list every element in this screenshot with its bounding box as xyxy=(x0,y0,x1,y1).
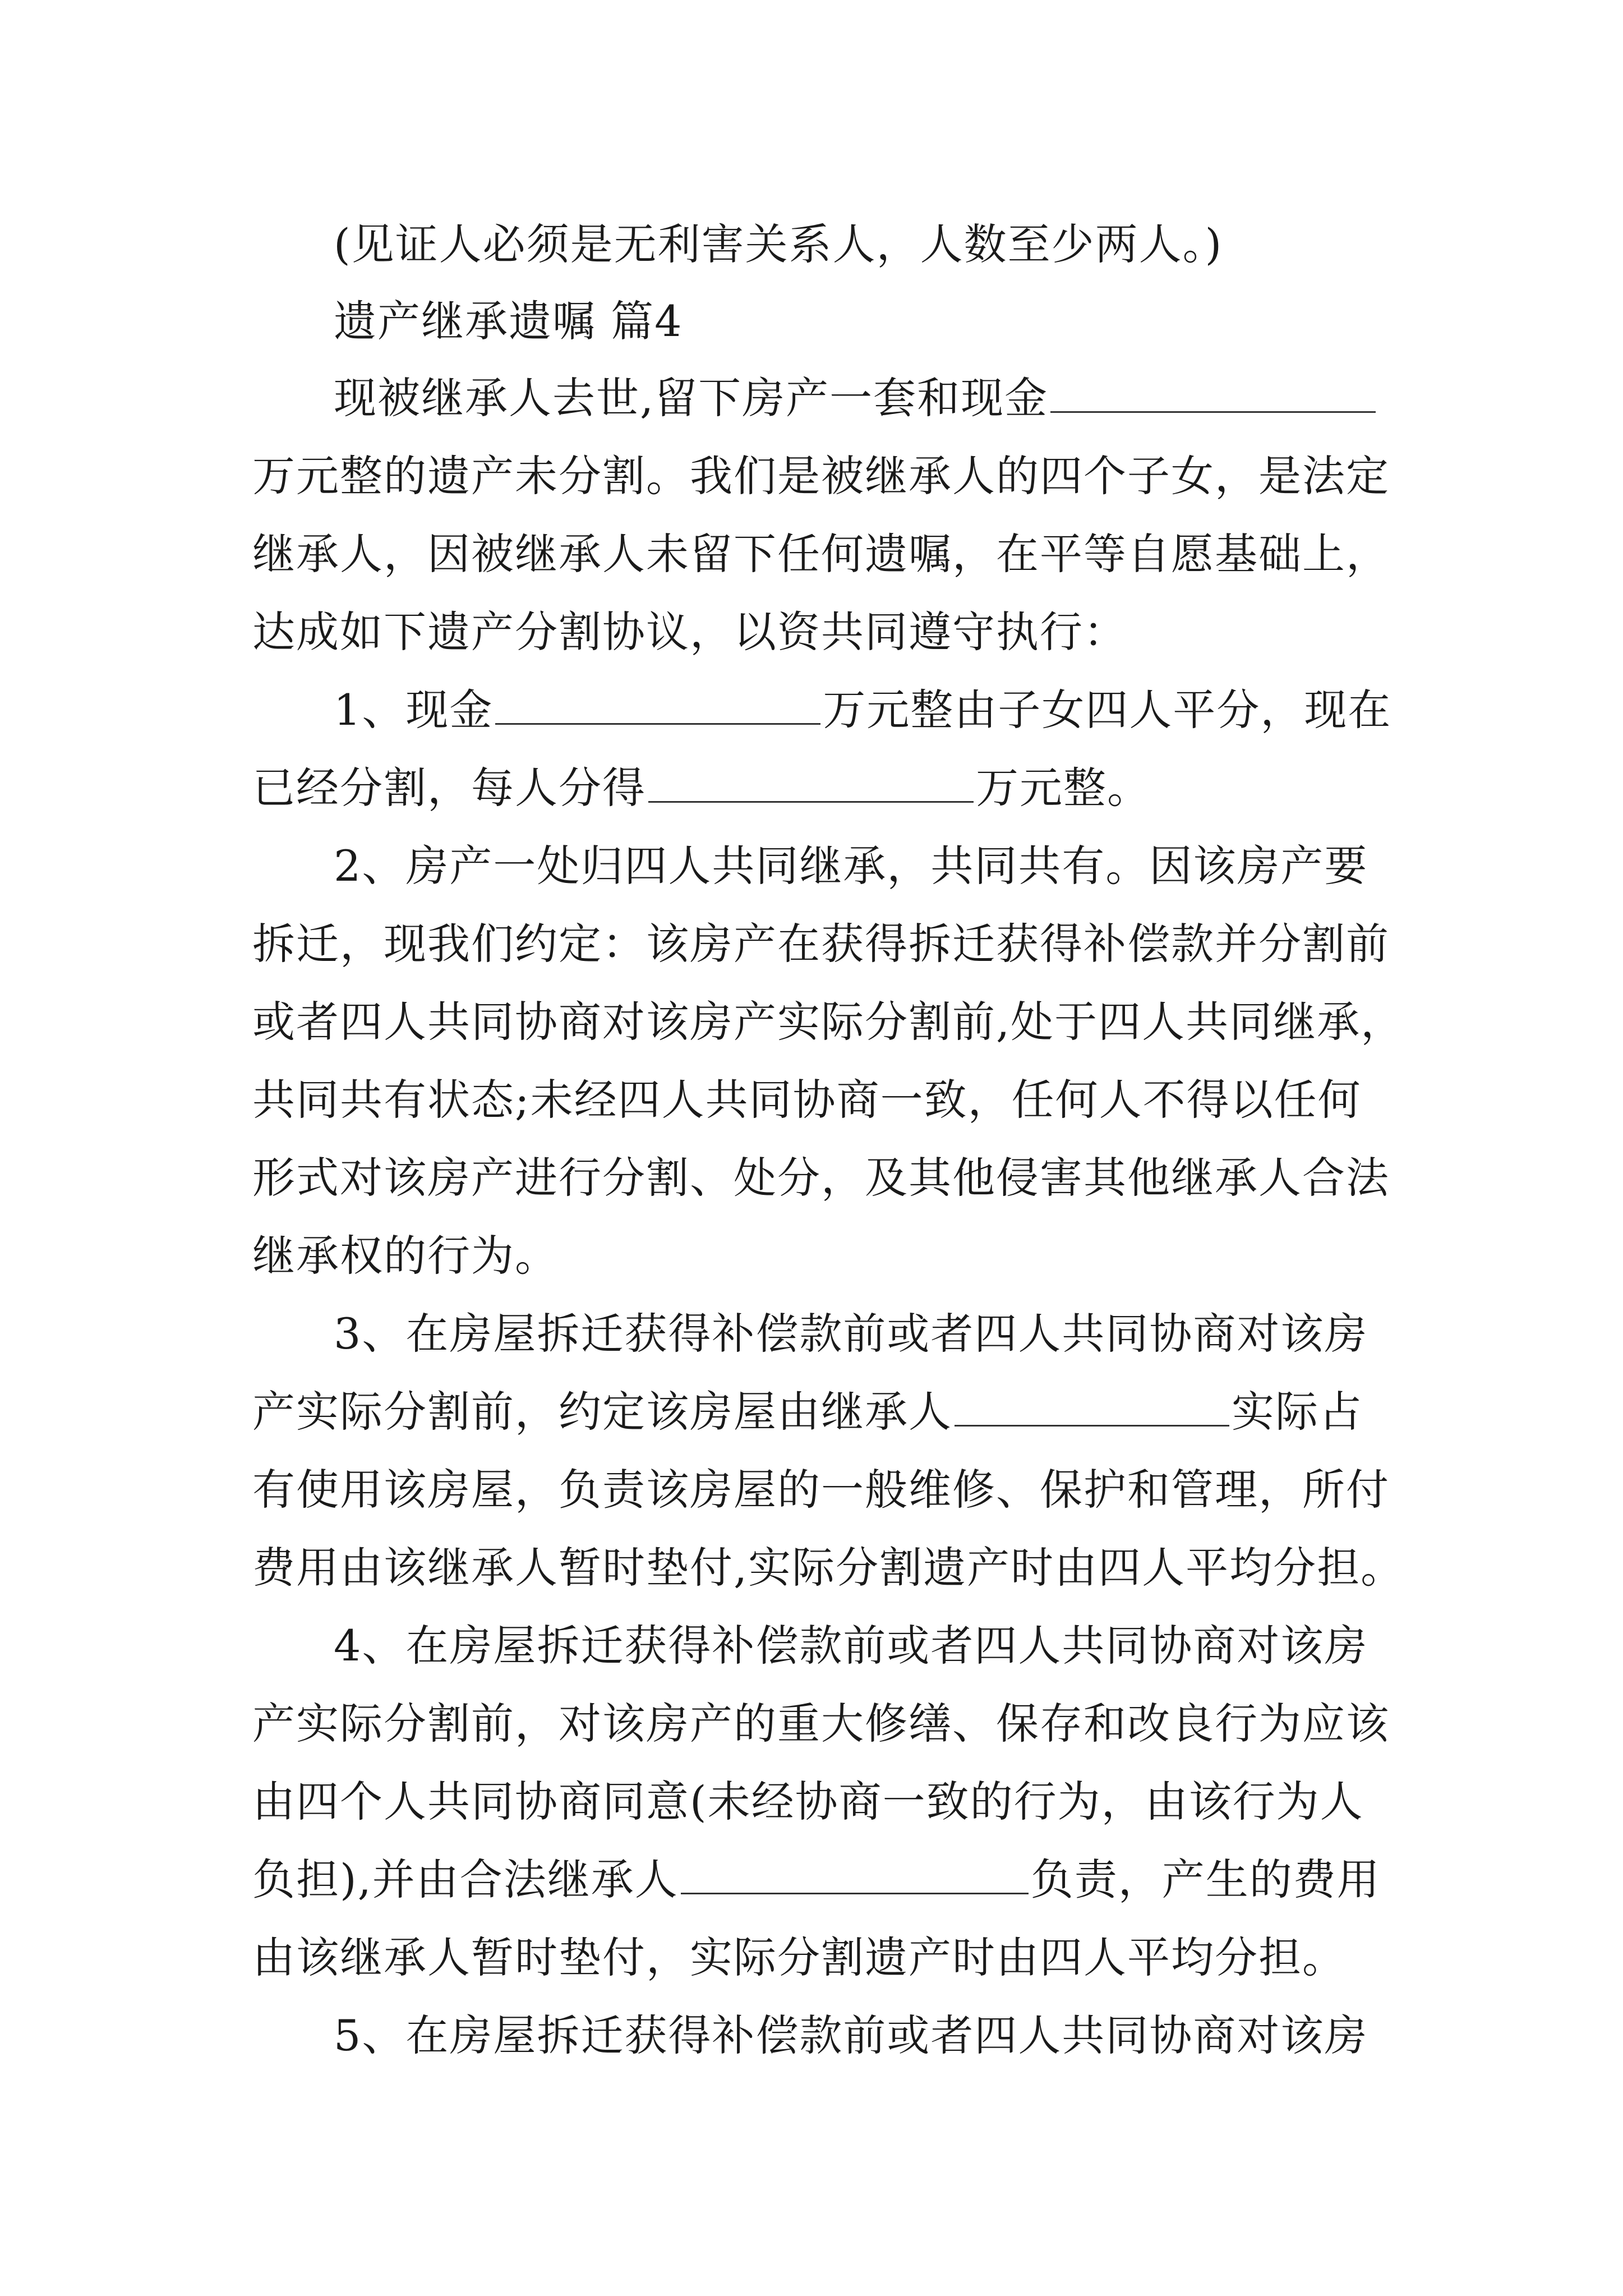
clause-2-line xyxy=(252,905,1390,983)
blank-field xyxy=(1050,375,1376,413)
text-line: 继承权的行为。 xyxy=(252,1231,559,1281)
text-line: 达成如下遗产分割协议，以资共同遵守执行： xyxy=(252,607,1127,657)
blank-field xyxy=(648,765,974,803)
clause-2-line xyxy=(252,1217,1385,1295)
clause-2-line xyxy=(334,827,1467,905)
witness-note xyxy=(334,205,1467,284)
text-line: 3、在房屋拆迁获得补偿款前或者四人共同协商对该房 xyxy=(334,1309,1368,1359)
text-line: 2、房产一处归四人共同继承，共同共有。因该房产要 xyxy=(334,841,1368,891)
text-line: 负担),并由合法继承人 xyxy=(252,1855,679,1904)
blank-field xyxy=(495,687,820,725)
clause-4-line xyxy=(334,1607,1467,1685)
clause-5-line xyxy=(334,1996,1467,2075)
text-line: 拆迁，现我们约定：该房产在获得拆迁获得补偿款并分割前 xyxy=(252,919,1390,969)
text-line: 负责，产生的费用 xyxy=(1030,1855,1381,1904)
clause-4-line xyxy=(252,1841,1385,1919)
paragraph-line xyxy=(252,593,1385,671)
text-line: 产实际分割前，约定该房屋由继承人 xyxy=(252,1387,952,1437)
text-line: 4、在房屋拆迁获得补偿款前或者四人共同协商对该房 xyxy=(334,1621,1368,1671)
text-line: 有使用该房屋，负责该房屋的一般维修、保护和管理，所付 xyxy=(252,1465,1390,1515)
heading-text: 遗产继承遗嘱 篇4 xyxy=(334,296,683,346)
text-line: 由该继承人暂时垫付，实际分割遗产时由四人平均分担。 xyxy=(252,1932,1346,1982)
text-line: 实际占 xyxy=(1232,1387,1363,1437)
clause-2-line xyxy=(252,1139,1390,1217)
text-line: (见证人必须是无利害关系人，人数至少两人。) xyxy=(334,219,1223,269)
paragraph-line xyxy=(334,359,1467,438)
text-line: 形式对该房产进行分割、处分，及其他侵害其他继承人合法 xyxy=(252,1153,1390,1203)
text-line: 已经分割，每人分得 xyxy=(252,763,646,813)
text-line: 万元整的遗产未分割。我们是被继承人的四个子女，是法定 xyxy=(252,451,1390,501)
paragraph-line xyxy=(252,515,1390,593)
text-line: 继承人，因被继承人未留下任何遗嘱，在平等自愿基础上， xyxy=(252,529,1390,579)
clause-3-line xyxy=(252,1451,1390,1529)
clause-4-line xyxy=(252,1763,1385,1841)
clause-2-line xyxy=(252,983,1405,1061)
text-line: 费用由该继承人暂时垫付,实际分割遗产时由四人平均分担。 xyxy=(252,1543,1405,1593)
text-line: 现被继承人去世,留下房产一套和现金 xyxy=(334,373,1049,423)
section-heading xyxy=(334,282,1467,361)
clause-1-line xyxy=(334,671,1467,749)
clause-3-line xyxy=(334,1295,1467,1373)
text-line: 产实际分割前，对该房产的重大修缮、保存和改良行为应该 xyxy=(252,1699,1390,1749)
text-line: 由四个人共同协商同意(未经协商一致的行为，由该行为人 xyxy=(252,1777,1364,1826)
clause-3-line xyxy=(252,1373,1385,1451)
text-line: 或者四人共同协商对该房产实际分割前,处于四人共同继承， xyxy=(252,997,1405,1047)
clause-3-line xyxy=(252,1529,1405,1607)
clause-2-line xyxy=(252,1061,1385,1139)
text-line: 共同共有状态;未经四人共同协商一致，任何人不得以任何 xyxy=(252,1075,1362,1125)
text-line: 万元整。 xyxy=(976,763,1151,813)
blank-field xyxy=(955,1389,1229,1427)
clause-4-line xyxy=(252,1918,1385,1997)
text-line: 1、现金 xyxy=(334,685,494,735)
paragraph-line xyxy=(252,437,1390,516)
blank-field xyxy=(681,1857,1029,1894)
text-line: 5、在房屋拆迁获得补偿款前或者四人共同协商对该房 xyxy=(334,2010,1368,2060)
clause-1-line xyxy=(252,749,1385,827)
clause-4-line xyxy=(252,1685,1390,1763)
text-line: 万元整由子女四人平分，现在 xyxy=(823,685,1392,735)
